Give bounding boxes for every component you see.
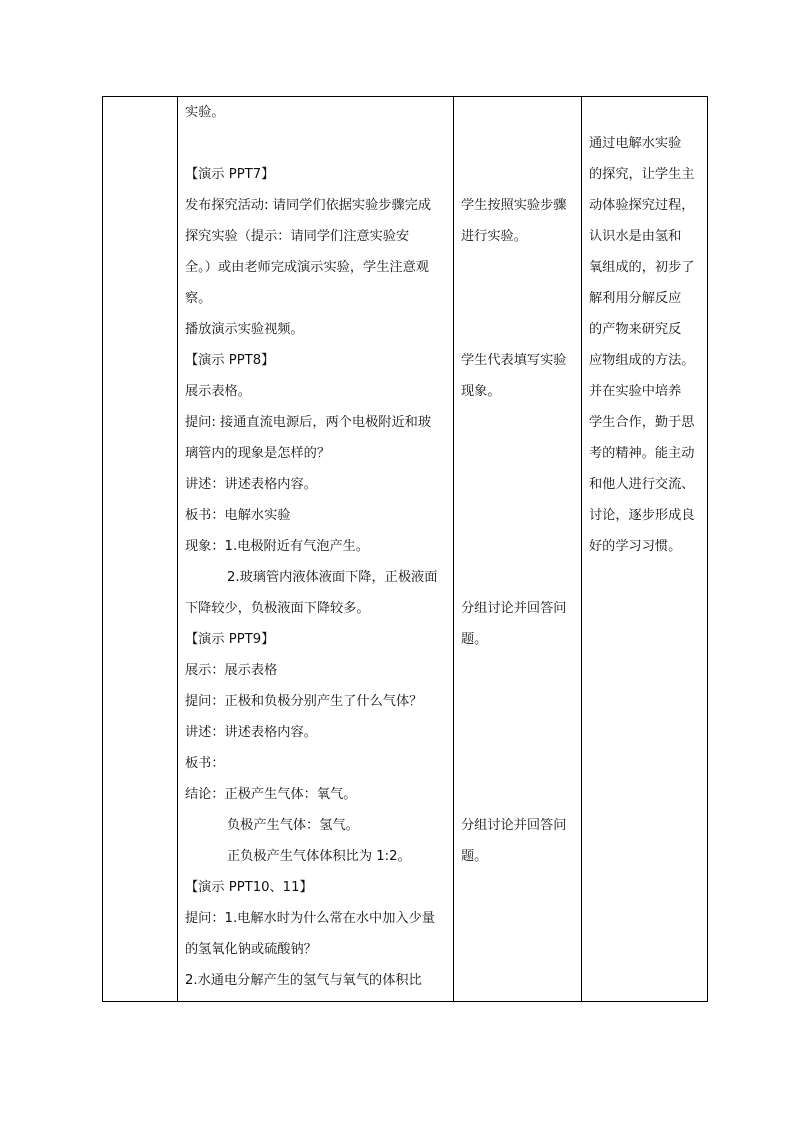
lesson-plan-table — [102, 96, 708, 1002]
goal-line: 讨论，逐步形成良 — [589, 508, 695, 523]
teacher-line: 探究实验（提示：请同学们注意实验安 — [185, 229, 410, 244]
stage-cell — [103, 97, 178, 1002]
goal-line: 和他人进行交流、 — [589, 477, 695, 492]
teacher-line: 【演示 PPT7】 — [185, 167, 275, 182]
teacher-line: 下降较少，负极液面下降较多。 — [185, 601, 370, 616]
goal-line: 的探究，让学生主 — [589, 167, 695, 182]
student-line — [461, 128, 575, 159]
goal-line: 并在实验中培养 — [589, 384, 682, 399]
student-line — [461, 159, 575, 190]
student-line — [461, 562, 575, 593]
goal-line: 考的精神。能主动 — [589, 446, 695, 461]
teacher-line: 2.水通电分解产生的氢气与氧气的体积比 — [185, 973, 422, 988]
design-intent-text — [582, 97, 707, 562]
student-line — [461, 655, 575, 686]
student-line: 分组讨论并回答问 — [461, 818, 567, 833]
teacher-line: 【演示 PPT9】 — [185, 632, 275, 647]
teacher-line: 提问：正极和负极分别产生了什么气体？ — [185, 694, 423, 709]
student-activity-cell — [454, 97, 582, 1002]
teacher-line: 负极产生气体：氢气。 — [227, 818, 359, 833]
student-line: 题。 — [461, 632, 488, 647]
teacher-line: 发布探究活动: 请同学们依据实验步骤完成 — [185, 198, 432, 213]
teacher-line: 【演示 PPT10、11】 — [185, 880, 313, 895]
teacher-line: 播放演示实验视频。 — [185, 322, 304, 337]
teacher-line: 现象：1.电极附近有气泡产生。 — [185, 539, 370, 554]
student-line: 题。 — [461, 849, 488, 864]
teacher-line: 实验。 — [185, 105, 225, 120]
student-line — [461, 500, 575, 531]
teacher-line: 板书： — [185, 756, 225, 771]
teacher-line: 提问: 接通直流电源后，两个电极附近和玻 — [185, 415, 432, 430]
teacher-line: 璃管内的现象是怎样的？ — [185, 446, 331, 461]
student-line — [461, 438, 575, 469]
student-line: 现象。 — [461, 384, 501, 399]
student-line — [461, 779, 575, 810]
teacher-line: 讲述：讲述表格内容。 — [185, 725, 317, 740]
teacher-line: 展示：展示表格 — [185, 663, 278, 678]
teacher-line: 【演示 PPT8】 — [185, 353, 275, 368]
student-line — [461, 283, 575, 314]
table-row — [103, 97, 708, 1002]
teacher-line: 察。 — [185, 291, 212, 306]
goal-top-spacer — [589, 97, 701, 128]
student-line: 进行实验。 — [461, 229, 527, 244]
student-line — [461, 469, 575, 500]
student-line: 分组讨论并回答问 — [461, 601, 567, 616]
teacher-line: 2.玻璃管内液体液面下降，正极液面 — [227, 570, 438, 585]
goal-line: 认识水是由氢和 — [589, 229, 682, 244]
student-line — [461, 314, 575, 345]
student-activity-text — [454, 97, 581, 872]
student-line — [461, 748, 575, 779]
goal-line: 氧组成的，初步了 — [589, 260, 695, 275]
teacher-line: 讲述：讲述表格内容。 — [185, 477, 317, 492]
teacher-line: 全。）或由老师完成演示实验，学生注意观 — [185, 260, 429, 275]
teacher-line — [185, 128, 447, 159]
teacher-activity-text — [178, 97, 453, 996]
teacher-line: 正负极产生气体体积比为 1:2。 — [227, 849, 411, 864]
goal-line: 通过电解水实验 — [589, 136, 682, 151]
student-line: 学生代表填写实验 — [461, 353, 567, 368]
goal-line: 应物组成的方法。 — [589, 353, 695, 368]
goal-line: 动体验探究过程， — [589, 198, 695, 213]
student-line: 学生按照实验步骤 — [461, 198, 567, 213]
teacher-line: 提问：1.电解水时为什么常在水中加入少量 — [185, 911, 435, 926]
goal-line: 好的学习习惯。 — [589, 539, 682, 554]
teacher-line: 结论：正极产生气体：氧气。 — [185, 787, 357, 802]
design-intent-cell — [582, 97, 708, 1002]
goal-line: 的产物来研究反 — [589, 322, 682, 337]
student-line — [461, 407, 575, 438]
student-line — [461, 531, 575, 562]
goal-line: 解利用分解反应 — [589, 291, 682, 306]
student-line — [461, 252, 575, 283]
teacher-line: 的氢氧化钠或硫酸钠？ — [185, 942, 317, 957]
student-line — [461, 97, 575, 128]
student-line — [461, 717, 575, 748]
teacher-activity-cell — [178, 97, 454, 1002]
student-line — [461, 686, 575, 717]
goal-line: 学生合作，勤于思 — [589, 415, 695, 430]
teacher-line: 展示表格。 — [185, 384, 251, 399]
teacher-line: 板书：电解水实验 — [185, 508, 291, 523]
